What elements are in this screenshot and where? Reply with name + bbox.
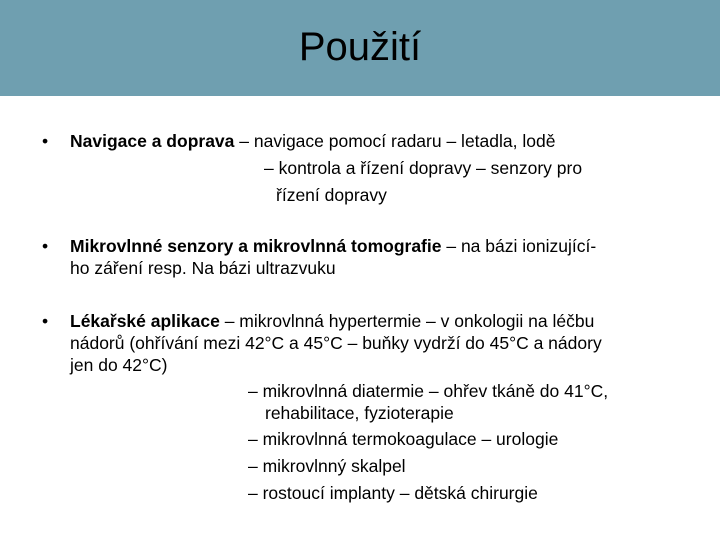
slide-title: Použití bbox=[298, 25, 422, 69]
item-text: – mikrovlnná hypertermie – v onkologii na léčbu bbox=[219, 311, 595, 331]
bullet-marker: • bbox=[42, 131, 49, 151]
item-text: – rostoucí implanty – dětská chirurgie bbox=[248, 483, 538, 503]
item-text: rehabilitace, fyzioterapie bbox=[265, 403, 454, 423]
item-heading: Lékařské aplikace bbox=[70, 311, 220, 331]
item-text: nádorů (ohřívání mezi 42°C a 45°C – buňky vydrží do 45°C a nádory bbox=[70, 333, 602, 353]
item-text: – mikrovlnná diatermie – ohřev tkáně do 41°C, bbox=[248, 381, 609, 401]
item-text: jen do 42°C) bbox=[70, 355, 168, 375]
item-text: – na bázi ionizující- bbox=[441, 236, 597, 256]
item-text: – kontrola a řízení dopravy – senzory pro bbox=[264, 158, 583, 178]
list-item-medical bbox=[70, 310, 594, 332]
item-text: – mikrovlnný skalpel bbox=[248, 456, 406, 476]
item-text: – navigace pomocí radaru – letadla, lodě bbox=[234, 131, 556, 151]
list-item-navigation bbox=[70, 130, 555, 152]
bullet-marker: • bbox=[42, 236, 49, 256]
list-item-microwave-sensors bbox=[70, 235, 596, 257]
item-text: ho záření resp. Na bázi ultrazvuku bbox=[70, 258, 336, 278]
bullet-marker: • bbox=[42, 311, 49, 331]
item-text: – mikrovlnná termokoagulace – urologie bbox=[248, 429, 559, 449]
item-text: řízení dopravy bbox=[276, 185, 387, 205]
item-heading: Mikrovlnné senzory a mikrovlnná tomografie bbox=[70, 236, 442, 256]
item-heading: Navigace a doprava bbox=[70, 131, 235, 151]
